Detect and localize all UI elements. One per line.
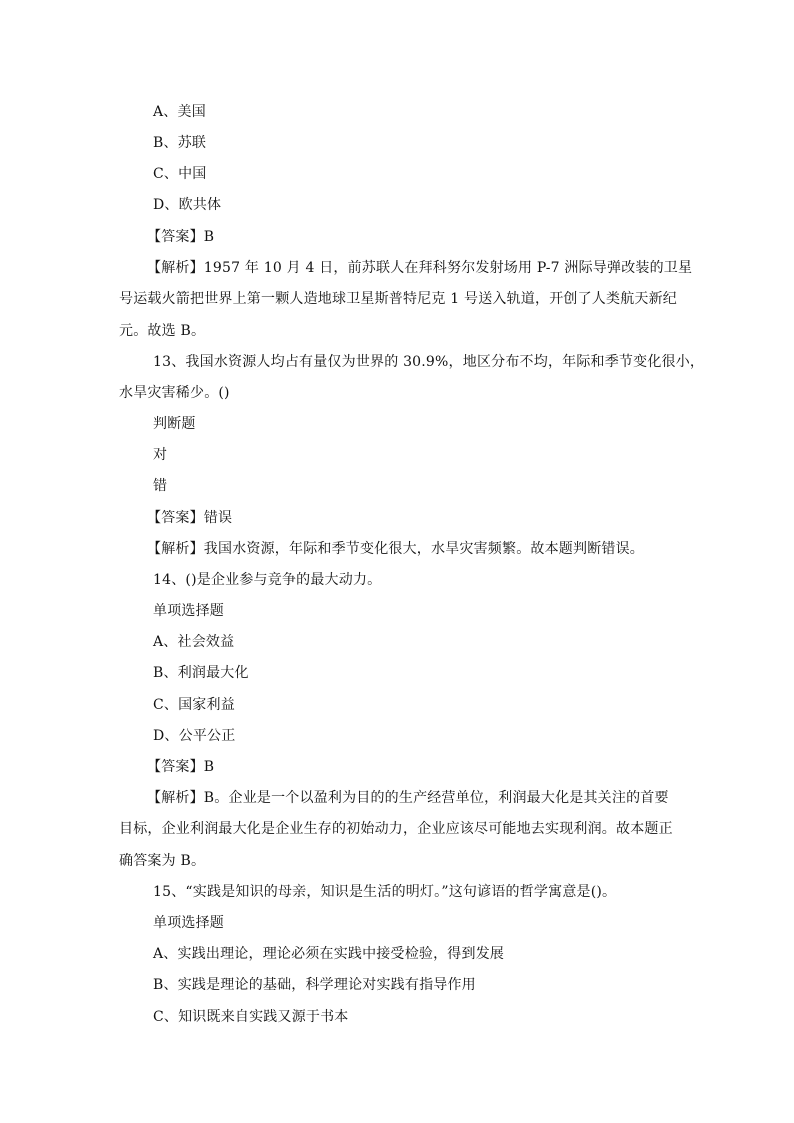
q12-option-a: A、美国 (153, 104, 206, 120)
q14-analysis-line-1: 【解析】B。企业是一个以盈利为目的的生产经营单位，利润最大化是其关注的首要 (147, 790, 669, 806)
q15-option-a: A、实践出理论，理论必须在实践中接受检验，得到发展 (153, 946, 505, 962)
q14-analysis-line-3: 确答案为 B。 (119, 853, 206, 869)
q12-answer: 【答案】B (147, 229, 215, 245)
q14-answer: 【答案】B (147, 759, 215, 775)
q13-option-false: 错 (153, 478, 168, 494)
q13-answer: 【答案】错误 (147, 510, 233, 526)
q13-question-line-2: 水旱灾害稀少。() (119, 385, 230, 401)
q13-question-line-1: 13、我国水资源人均占有量仅为世界的 30.9%，地区分布不均，年际和季节变化很小， (153, 354, 705, 370)
q14-analysis-line-2: 目标，企业利润最大化是企业生存的初始动力，企业应该尽可能地去实现利润。故本题正 (119, 821, 673, 837)
q14-option-b: B、利润最大化 (153, 665, 249, 681)
q12-option-c: C、中国 (153, 166, 207, 182)
q14-option-a: A、社会效益 (153, 634, 235, 650)
q15-option-b: B、实践是理论的基础，科学理论对实践有指导作用 (153, 977, 476, 993)
q12-option-d: D、欧共体 (153, 197, 222, 213)
q15-question: 15、“实践是知识的母亲，知识是生活的明灯。”这句谚语的哲学寓意是()。 (153, 884, 617, 900)
q12-analysis-line-2: 号运载火箭把世界上第一颗人造地球卫星斯普特尼克 1 号送入轨道，开创了人类航天新纪 (119, 291, 678, 307)
q13-option-true: 对 (153, 447, 168, 463)
q15-question-type: 单项选择题 (153, 915, 224, 931)
q14-question: 14、()是企业参与竞争的最大动力。 (153, 572, 382, 588)
q12-option-b: B、苏联 (153, 135, 207, 151)
q14-question-type: 单项选择题 (153, 603, 224, 619)
q14-option-c: C、国家利益 (153, 697, 235, 713)
q14-option-d: D、公平公正 (153, 728, 236, 744)
q12-analysis-line-1: 【解析】1957 年 10 月 4 日，前苏联人在拜科努尔发射场用 P-7 洲际导弹改装的卫星 (147, 260, 693, 276)
q13-question-type: 判断题 (153, 416, 196, 432)
q13-analysis: 【解析】我国水资源，年际和季节变化很大，水旱灾害频繁。故本题判断错误。 (147, 541, 644, 557)
q15-option-c: C、知识既来自实践又源于书本 (153, 1009, 349, 1025)
q12-analysis-line-3: 元。故选 B。 (119, 323, 206, 339)
